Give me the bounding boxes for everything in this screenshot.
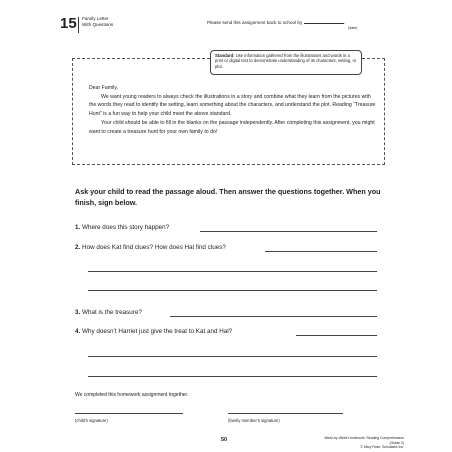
question-2-number: 2. <box>75 244 81 251</box>
question-1-text: Where does this story happen? <box>82 224 170 231</box>
page-header <box>60 15 400 35</box>
credit-line-2: © Mary Rose, Scholastic Inc. <box>360 445 404 449</box>
question-4-text: Why doesn’t Harriet just give the treat to Kat and Hal? <box>82 328 233 335</box>
child-signature-line[interactable] <box>75 413 183 414</box>
date-label: (date) <box>348 26 358 30</box>
question-3 <box>75 309 142 316</box>
question-4-number: 4. <box>75 328 81 335</box>
lesson-title-line-1: Family Letter <box>82 16 109 21</box>
standard-box <box>210 50 362 75</box>
header-divider <box>78 17 79 33</box>
return-date-blank[interactable] <box>304 19 344 24</box>
letter-greeting: Dear Family, <box>89 85 119 91</box>
standard-text: Use information gathered from the illustrations and words in a print or digital text to demonstrate understanding of its characters, setting, or plot. <box>215 53 357 69</box>
return-note: Please send this assignment back to school by . <box>207 20 345 25</box>
letter-paragraph-2: Your child should be able to fill in the blanks on the passage independently. After completing this assignment, you might want to create a treasure hunt for your own family to do! <box>89 119 375 135</box>
question-1-number: 1. <box>75 224 81 231</box>
question-2-text: How does Kat find clues? How does Hal find clues? <box>82 244 226 251</box>
question-4-answer-line-3[interactable] <box>88 376 377 377</box>
question-4-answer-line[interactable] <box>296 335 377 336</box>
family-signature-label: (family member’s signature) <box>228 418 280 423</box>
instructions: Ask your child to read the passage aloud. Then answer the questions together. When you finish, sign below. <box>75 187 381 207</box>
credit-line-1: Week-by-Week Homework: Reading Comprehension (Grade 2) <box>324 436 404 445</box>
return-note-text: Please send this assignment back to school by <box>207 20 303 25</box>
family-signature-line[interactable] <box>228 413 343 414</box>
question-2 <box>75 244 226 251</box>
question-2-answer-line-2[interactable] <box>88 271 377 272</box>
question-3-number: 3. <box>75 309 81 316</box>
question-3-text: What is the treasure? <box>82 309 142 316</box>
lesson-title-line-2: With Questions <box>82 21 114 27</box>
question-4-answer-line-2[interactable] <box>88 356 377 357</box>
page-number: 50 <box>221 437 228 443</box>
question-1 <box>75 224 169 231</box>
child-signature-label: (child’s signature) <box>75 418 108 423</box>
question-1-answer-line[interactable] <box>200 231 377 232</box>
letter-paragraph-1: We want young readers to always check the illustrations in a story and combine what they learn from the pictures with the words they read to identify the setting, learn something about the characters, and understand the plot. Reading “Treasure Hunt” is a fun way to help your child meet the above standard. <box>89 93 376 118</box>
question-4 <box>75 328 232 335</box>
question-3-answer-line[interactable] <box>170 316 377 317</box>
lesson-number: 15 <box>60 15 77 32</box>
standard-label: Standard: <box>215 53 235 58</box>
credit-line <box>314 436 404 450</box>
question-2-answer-line[interactable] <box>265 251 377 252</box>
question-2-answer-line-3[interactable] <box>88 290 377 291</box>
family-letter <box>89 84 377 136</box>
lesson-title <box>82 16 113 27</box>
completed-statement: We completed this homework assignment together. <box>75 392 189 398</box>
